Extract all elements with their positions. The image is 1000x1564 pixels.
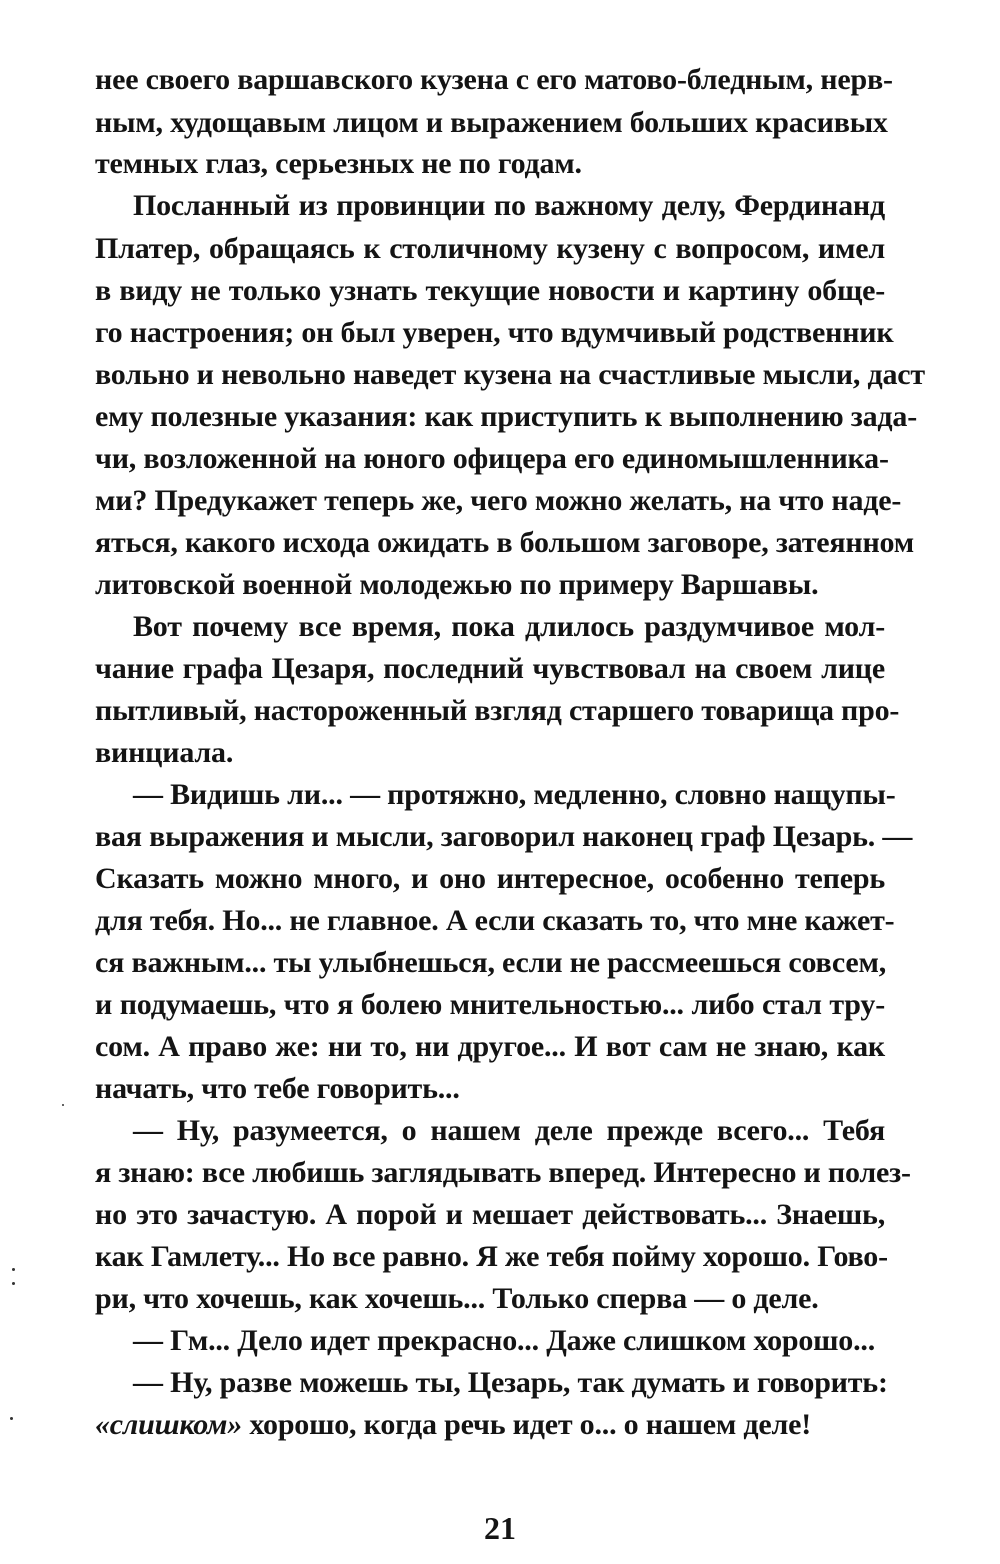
text-line: чание графа Цезаря, последний чувствовал на своем лице [95, 652, 885, 685]
text-line: и подумаешь, что я болею мнительностью... либо стал тру- [95, 988, 885, 1021]
text-line: — Ну, разве можешь ты, Цезарь, так думать и говорить: [133, 1366, 888, 1399]
text-line: нее своего варшавского кузена с его матово-бледным, нерв- [95, 63, 893, 96]
text-line: для тебя. Но... не главное. А если сказать то, что мне кажет- [95, 904, 895, 937]
text-line: вая выражения и мысли, заговорил наконец граф Цезарь. — [95, 820, 913, 853]
text-line: начать, что тебе говорить... [95, 1072, 460, 1105]
text-line: в виду не только узнать текущие новости и картину обще- [95, 274, 885, 307]
text-line: но это зачастую. А порой и мешает действовать... Знаешь, [95, 1198, 885, 1231]
text-line: ему полезные указания: как приступить к выполнению зада- [95, 400, 917, 433]
text-line: Посланный из провинции по важному делу, Фердинанд [133, 189, 885, 222]
text-fragment: хорошо, когда речь идет о... о нашем деле! [242, 1408, 812, 1441]
text-line: го настроения; он был уверен, что вдумчивый родственник [95, 316, 894, 349]
text-line [95, 1407, 885, 1443]
italic-word: «слишком» [95, 1408, 243, 1441]
text-line: как Гамлету... Но все равно. Я же тебя пойму хорошо. Гово- [95, 1240, 888, 1273]
text-line: Сказать можно много, и оно интересное, особенно теперь [95, 862, 885, 895]
page-number: 21 [484, 1510, 516, 1546]
text-line: — Гм... Дело идет прекрасно... Даже слишком хорошо... [133, 1324, 875, 1357]
text-line: ся важным... ты улыбнешься, если не рассмеешься совсем, [95, 946, 887, 979]
text-line: чи, возложенной на юного офицера его единомышленника- [95, 442, 889, 475]
scan-speck [10, 1417, 13, 1420]
text-line: литовской военной молодежью по примеру Варшавы. [95, 568, 819, 601]
text-line: винциала. [95, 736, 234, 769]
text-line: Платер, обращаясь к столичному кузену с вопросом, имел [95, 232, 885, 265]
text-line: Вот почему все время, пока длилось раздумчивое мол- [133, 610, 885, 643]
text-line: яться, какого исхода ожидать в большом заговоре, затеянном [95, 526, 915, 559]
scan-speck [12, 1282, 15, 1285]
text-line: — Видишь ли... — протяжно, медленно, словно нащупы- [133, 778, 896, 811]
text-line: ри, что хочешь, как хочешь... Только сперва — о деле. [95, 1282, 819, 1315]
text-line: темных глаз, серьезных не по годам. [95, 147, 582, 180]
scan-speck [12, 1268, 15, 1271]
text-line: вольно и невольно наведет кузена на счастливые мысли, даст [95, 358, 925, 391]
text-line: я знаю: все любишь заглядывать вперед. Интересно и полез- [95, 1156, 911, 1189]
text-line: — Ну, разумеется, о нашем деле прежде всего... Тебя [133, 1114, 885, 1147]
text-line: ми? Предукажет теперь же, чего можно желать, на что наде- [95, 484, 902, 517]
text-line: ным, худощавым лицом и выражением больших красивых [95, 106, 888, 139]
text-line: сом. А право же: ни то, ни другое... И вот сам не знаю, как [95, 1030, 885, 1063]
scan-speck [62, 1104, 64, 1106]
text-line: пытливый, настороженный взгляд старшего товарища про- [95, 694, 900, 727]
